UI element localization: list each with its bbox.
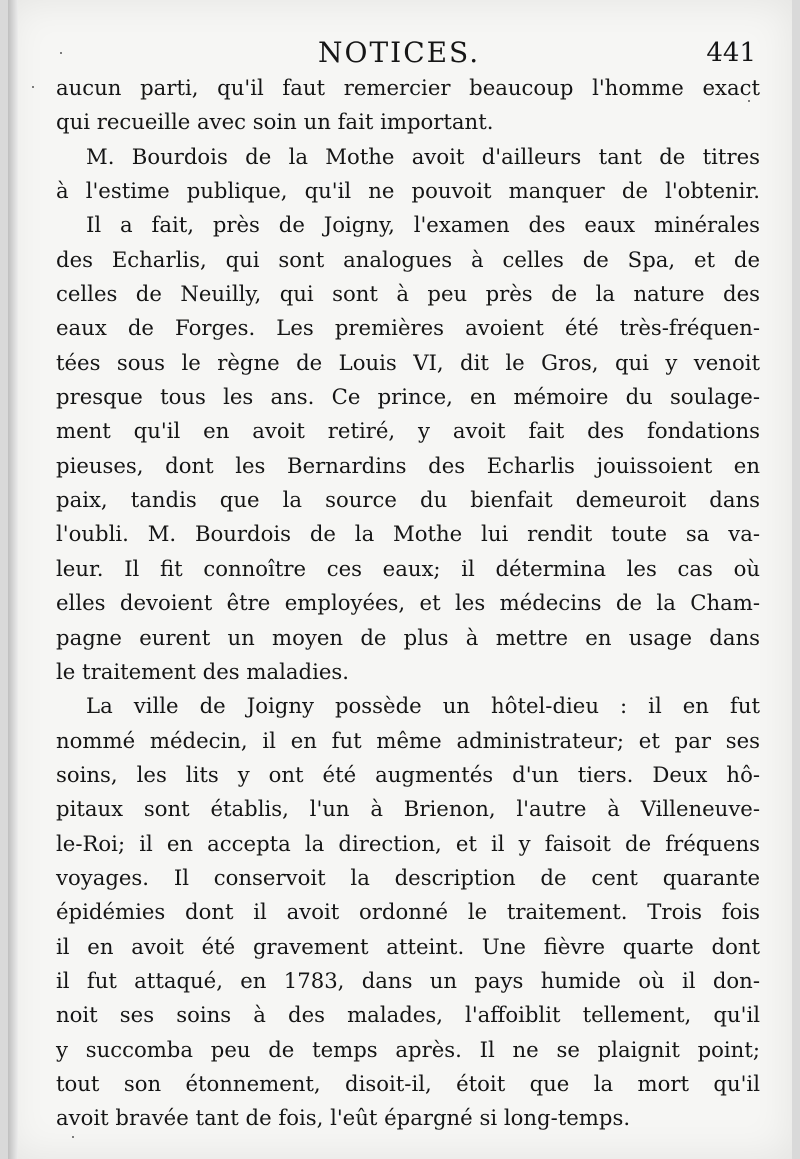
text-line: il fut attaqué, en 1783, dans un pays humide où il don- (56, 967, 760, 993)
text-line: celles de Neuilly, qui sont à peu près de la nature des (56, 281, 760, 307)
page-header (48, 32, 756, 72)
paper-speck (60, 52, 62, 54)
running-title: NOTICES. (318, 36, 481, 69)
body-text (56, 71, 760, 1136)
text-line: il en avoit été gravement atteint. Une fièvre quarte dont (56, 933, 760, 959)
text-line: pieuses, dont les Bernardins des Echarlis jouissoient en (56, 452, 760, 478)
text-line: tées sous le règne de Louis VI, dit le Gros, qui y venoit (56, 349, 760, 375)
text-line: y succomba peu de temps après. Il ne se plaignit point; (56, 1036, 760, 1062)
text-line: le traitement des maladies. (56, 658, 350, 684)
paper-speck (32, 86, 34, 88)
text-line: qui recueille avec soin un fait important. (56, 109, 494, 135)
text-line: noit ses soins à des malades, l'affoiblit tellement, qu'il (56, 1002, 760, 1028)
text-line: ment qu'il en avoit retiré, y avoit fait des fondations (56, 418, 760, 444)
text-line: elles devoient être employées, et les médecins de la Cham- (56, 590, 760, 616)
text-line: presque tous les ans. Ce prince, en mémoire du soulage- (56, 384, 760, 410)
text-line: pagne eurent un moyen de plus à mettre en usage dans (56, 624, 760, 650)
text-line: paix, tandis que la source du bienfait demeuroit dans (56, 487, 760, 513)
text-line: La ville de Joigny possède un hôtel-dieu : il en fut (86, 693, 760, 719)
text-line: soins, les lits y ont été augmentés d'un tiers. Deux hô- (56, 761, 760, 787)
paper-speck (748, 100, 750, 102)
book-page (8, 0, 792, 1159)
text-line: avoit bravée tant de fois, l'eût épargné si long-temps. (56, 1105, 631, 1131)
text-line: l'oubli. M. Bourdois de la Mothe lui rendit toute sa va- (56, 521, 760, 547)
text-line: leur. Il fit connoître ces eaux; il détermina les cas où (56, 555, 760, 581)
text-line: à l'estime publique, qu'il ne pouvoit manquer de l'obtenir. (56, 178, 760, 204)
text-line: aucun parti, qu'il faut remercier beaucoup l'homme exact (56, 75, 760, 100)
text-line: nommé médecin, il en fut même administrateur; et par ses (56, 727, 760, 753)
text-line: Il a fait, près de Joigny, l'examen des eaux minérales (86, 212, 760, 238)
text-line: le-Roi; il en accepta la direction, et il y faisoit de fréquens (56, 830, 760, 856)
text-line: eaux de Forges. Les premières avoient été très-fréquen- (56, 315, 760, 341)
text-line: pitaux sont établis, l'un à Brienon, l'autre à Villeneuve- (56, 796, 760, 822)
text-line: M. Bourdois de la Mothe avoit d'ailleurs tant de titres (86, 143, 760, 169)
text-line: voyages. Il conservoit la description de cent quarante (56, 864, 760, 890)
text-line: épidémies dont il avoit ordonné le traitement. Trois fois (56, 899, 760, 925)
text-line: des Echarlis, qui sont analogues à celles de Spa, et de (56, 246, 760, 272)
page-gutter-shadow (8, 0, 18, 1159)
page-number: 441 (706, 38, 756, 68)
text-line: tout son étonnement, disoit-il, étoit que la mort qu'il (56, 1070, 760, 1096)
paper-speck (72, 1136, 74, 1138)
